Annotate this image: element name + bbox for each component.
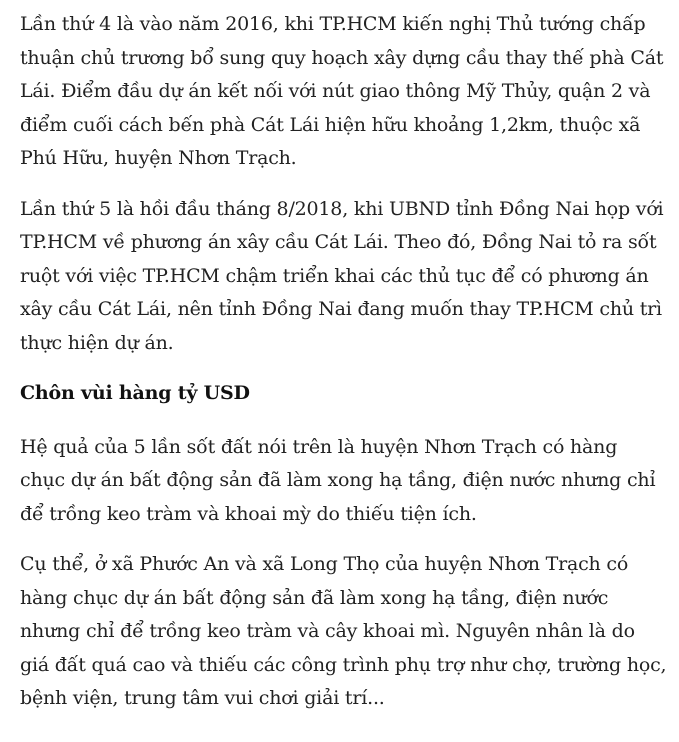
paragraph-1: Lần thứ 4 là vào năm 2016, khi TP.HCM kiến nghị Thủ tướng chấp thuận chủ trương bổ sung quy hoạch xây dựng cầu thay thế phà Cát Lái. Điểm đầu dự án kết nối với nút giao thông Mỹ Thủy, quận 2 và điểm cuối cách bến phà Cát Lái hiện hữu khoảng 1,2km, thuộc xã Phú Hữu, huyện Nhơn Trạch. [20, 13, 664, 169]
section-subheading: Chôn vùi hàng tỷ USD [20, 382, 250, 404]
paragraph-4: Cụ thể, ở xã Phước An và xã Long Thọ của huyện Nhơn Trạch có hàng chục dự án bất động sản đã làm xong hạ tầng, điện nước nhưng chỉ để trồng keo tràm và cây khoai mì. Nguyên nhân là do giá đất quá cao và thiếu các công trình phụ trợ như chợ, trường học, bệnh viện, trung tâm vui chơi giải trí... [20, 553, 667, 709]
article-body [0, 8, 679, 716]
paragraph-3: Hệ quả của 5 lần sốt đất nói trên là huyện Nhơn Trạch có hàng chục dự án bất động sản đã làm xong hạ tầng, điện nước nhưng chỉ để trồng keo tràm và khoai mỳ do thiếu tiện ích. [20, 435, 656, 525]
paragraph-2: Lần thứ 5 là hồi đầu tháng 8/2018, khi UBND tỉnh Đồng Nai họp với TP.HCM về phương án xây cầu Cát Lái. Theo đó, Đồng Nai tỏ ra sốt ruột với việc TP.HCM chậm triển khai các thủ tục để có phương án xây cầu Cát Lái, nên tỉnh Đồng Nai đang muốn thay TP.HCM chủ trì thực hiện dự án. [20, 197, 664, 354]
